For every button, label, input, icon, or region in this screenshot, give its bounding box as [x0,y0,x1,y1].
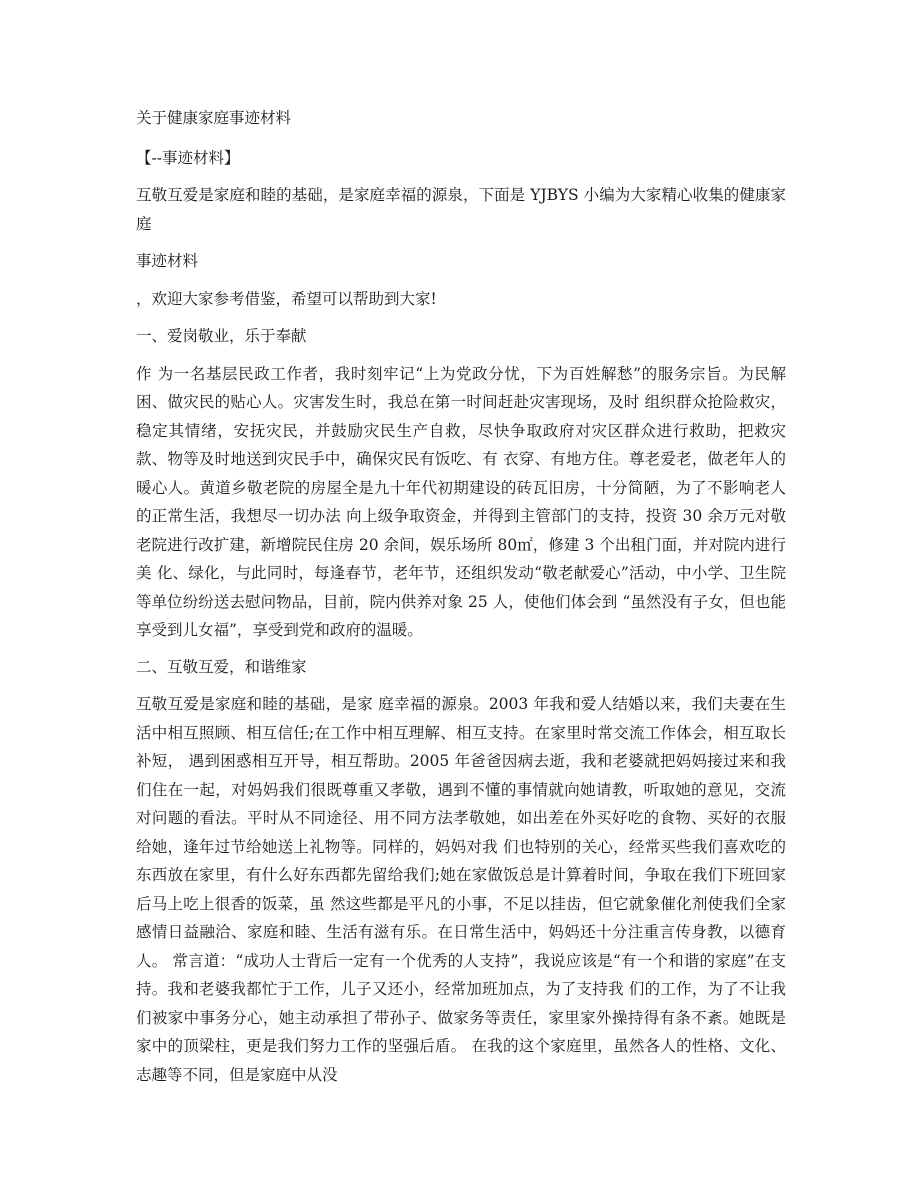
document-content [136,104,786,1097]
section-2-body: 互敬互爱是家庭和睦的基础，是家 庭幸福的源泉。2003 年我和爱人结婚以来，我们夫妻在生活中相互照顾、相互信任;在工作中相互理解、相互支持。在家里时常交流工作体会，相互取长补短， 遇到困惑相互开导，相互帮助。2005 年爸爸因病去逝，我和老婆就把妈妈接过来和我们住在一起，对妈妈我们很既尊重又孝敬，遇到不懂的事情就向她请教，听取她的意见，交流对问题的看法。平时从不同途径、用不同方法孝敬她，如出差在外买好吃的食物、买好的衣服给她，逢年过节给她送上礼物等。同样的，妈妈对我 们也特别的关心，经常买些我们喜欢吃的东西放在家里，有什么好东西都先留给我们;她在家做饭总是计算着时间，争取在我们下班回家后马上吃上很香的饭菜，虽 然这些都是平凡的小事，不足以挂齿，但它就象催化剂使我们全家感情日益融洽、家庭和睦、生活有滋有乐。在日常生活中，妈妈还十分注重言传身教，以德育人。 常言道：“成功人士背后一定有一个优秀的人支持”，我说应该是“有一个和谐的家庭”在支持。我和老婆我都忙于工作，儿子又还小，经常加班加点，为了支持我 们的工作，为了不让我们被家中事务分心，她主动承担了带孙子、做家务等责任，家里家外操持得有条不紊。她既是家中的顶梁柱，更是我们努力工作的坚强后盾。 在我的这个家庭里，虽然各人的性格、文化、志趣等不同，但是家庭中从没 [136,695,786,1084]
welcome-line: ，欢迎大家参考借鉴，希望可以帮助到大家! [136,289,437,308]
intro-paragraph: 互敬互爱是家庭和睦的基础，是家庭幸福的源泉，下面是 YJBYS 小编为大家精心收集的健康家庭 [136,186,786,233]
category-tag: 【--事迹材料】 [136,148,240,167]
section-1-body: 作 为一名基层民政工作者，我时刻牢记“上为党政分忧，下为百姓解愁”的服务宗旨。为民解困、做灾民的贴心人。灾害发生时，我总在第一时间赶赴灾害现场，及时 组织群众抢险救灾，稳定其情绪，安抚灾民，并鼓励灾民生产自救，尽快争取政府对灾区群众进行救助，把救灾款、物等及时地送到灾民手中，确保灾民有饭吃、有 衣穿、有地方住。尊老爱老，做老年人的暖心人。黄道乡敬老院的房屋全是九十年代初期建设的砖瓦旧房，十分简陋，为了不影响老人的正常生活，我想尽一切办法 向上级争取资金，并得到主管部门的支持，投资 30 余万元对敬老院进行改扩建，新增院民住房 20 余间，娱乐场所 80㎡，修建 3 个出租门面，并对院内进行美 化、绿化，与此同时，每逢春节，老年节，还组织发动“敬老献爱心”活动，中小学、卫生院等单位纷纷送去慰问物品，目前，院内供养对象 25 人，使他们体会到 “虽然没有子女，但也能享受到儿女福”，享受到党和政府的温暖。 [136,364,786,639]
section-2-heading: 二、互敬互爱，和谐维家 [136,657,307,676]
document-title: 关于健康家庭事迹材料 [136,109,292,127]
section-1-heading: 一、爱岗敬业，乐于奉献 [136,327,307,345]
intro-label: 事迹材料 [136,252,199,270]
